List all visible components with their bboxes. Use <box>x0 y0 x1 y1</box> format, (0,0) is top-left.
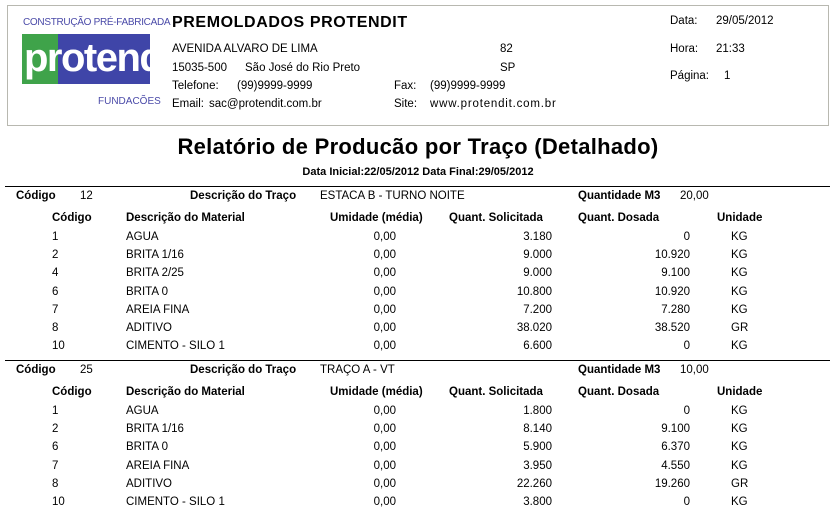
row-code: 4 <box>52 267 59 279</box>
company-zip: 15035-500 <box>172 62 227 74</box>
company-city: São José do Rio Preto <box>245 62 361 74</box>
row-solicitada: 8.140 <box>523 423 552 435</box>
logo-subtext: FUNDACÕES <box>98 96 161 107</box>
col-solicitada: Quant. Solicitada <box>449 386 543 398</box>
row-dosada: 0 <box>683 231 690 243</box>
row-solicitada: 3.180 <box>523 231 552 243</box>
row-solicitada: 9.000 <box>523 267 552 279</box>
row-material: AREIA FINA <box>126 304 190 316</box>
row-unidade: KG <box>731 423 748 435</box>
row-unidade: KG <box>731 340 748 352</box>
row-code: 10 <box>52 496 65 508</box>
row-umidade: 0,00 <box>373 267 396 279</box>
row-umidade: 0,00 <box>373 441 396 453</box>
company-state: SP <box>500 62 516 74</box>
group-code-label: Código <box>16 190 56 202</box>
row-dosada: 0 <box>683 340 690 352</box>
row-umidade: 0,00 <box>373 478 396 490</box>
col-umidade: Umidade (média) <box>330 212 423 224</box>
row-unidade: KG <box>731 304 748 316</box>
phone-label: Telefone: <box>172 80 219 92</box>
row-dosada: 10.920 <box>654 249 690 261</box>
row-code: 2 <box>52 423 59 435</box>
row-unidade: GR <box>731 478 749 490</box>
row-umidade: 0,00 <box>373 322 396 334</box>
row-umidade: 0,00 <box>373 496 396 508</box>
row-material: AREIA FINA <box>126 460 190 472</box>
row-dosada: 10.920 <box>654 286 690 298</box>
col-unidade: Unidade <box>717 212 763 224</box>
group-code: 25 <box>80 364 93 376</box>
row-dosada: 9.100 <box>661 267 690 279</box>
row-code: 2 <box>52 249 59 261</box>
col-material: Descrição do Material <box>126 386 245 398</box>
group-desc-label: Descrição do Traço <box>190 190 297 202</box>
row-dosada: 6.370 <box>661 441 690 453</box>
row-material: BRITA 1/16 <box>126 423 184 435</box>
row-umidade: 0,00 <box>373 231 396 243</box>
row-unidade: KG <box>731 496 748 508</box>
col-dosada: Quant. Dosada <box>578 212 660 224</box>
time-value: 21:33 <box>716 43 745 55</box>
group-desc-label: Descrição do Traço <box>190 364 297 376</box>
row-material: BRITA 1/16 <box>126 249 184 261</box>
row-code: 8 <box>52 478 59 490</box>
row-solicitada: 3.800 <box>523 496 552 508</box>
company-name: PREMOLDADOS PROTENDIT <box>172 14 408 31</box>
company-number: 82 <box>500 43 513 55</box>
row-material: AGUA <box>126 405 159 417</box>
fax-label: Fax: <box>394 80 417 92</box>
site-label: Site: <box>394 98 418 110</box>
row-umidade: 0,00 <box>373 286 396 298</box>
row-umidade: 0,00 <box>373 249 396 261</box>
company-street: AVENIDA ALVARO DE LIMA <box>172 43 318 55</box>
row-dosada: 0 <box>683 496 690 508</box>
col-codigo: Código <box>52 212 92 224</box>
col-codigo: Código <box>52 386 92 398</box>
page-label: Página: <box>670 70 710 82</box>
group-code-label: Código <box>16 364 56 376</box>
row-material: BRITA 0 <box>126 286 168 298</box>
row-unidade: KG <box>731 267 748 279</box>
row-code: 7 <box>52 460 59 472</box>
row-umidade: 0,00 <box>373 405 396 417</box>
company-logo <box>20 14 184 114</box>
row-unidade: KG <box>731 231 748 243</box>
row-umidade: 0,00 <box>373 423 396 435</box>
report-date-range: Data Inicial:22/05/2012 Data Final:29/05/2012 <box>302 166 534 178</box>
site-value: www.protendit.com.br <box>430 98 557 110</box>
row-solicitada: 3.950 <box>523 460 552 472</box>
row-unidade: KG <box>731 249 748 261</box>
row-code: 6 <box>52 286 59 298</box>
logo-band <box>22 34 184 84</box>
row-unidade: KG <box>731 405 748 417</box>
row-umidade: 0,00 <box>373 340 396 352</box>
row-dosada: 7.280 <box>661 304 690 316</box>
phone-value: (99)9999-9999 <box>237 80 313 92</box>
row-unidade: GR <box>731 322 749 334</box>
row-material: ADITIVO <box>126 478 173 490</box>
row-umidade: 0,00 <box>373 460 396 472</box>
row-material: AGUA <box>126 231 159 243</box>
row-material: BRITA 2/25 <box>126 267 184 279</box>
row-unidade: KG <box>731 460 748 472</box>
col-umidade: Umidade (média) <box>330 386 423 398</box>
row-dosada: 38.520 <box>654 322 690 334</box>
date-label: Data: <box>670 15 698 27</box>
col-dosada: Quant. Dosada <box>578 386 660 398</box>
row-solicitada: 1.800 <box>523 405 552 417</box>
row-dosada: 4.550 <box>661 460 690 472</box>
time-label: Hora: <box>670 43 699 55</box>
group-qty: 10,00 <box>680 364 709 376</box>
col-solicitada: Quant. Solicitada <box>449 212 543 224</box>
email-value: sac@protendit.com.br <box>209 98 322 110</box>
row-dosada: 9.100 <box>661 423 690 435</box>
group-qty-label: Quantidade M3 <box>578 364 661 376</box>
row-solicitada: 10.800 <box>516 286 552 298</box>
group-desc: ESTACA B - TURNO NOITE <box>320 190 465 202</box>
group-divider <box>5 360 830 361</box>
row-solicitada: 6.600 <box>523 340 552 352</box>
group-qty-label: Quantidade M3 <box>578 190 661 202</box>
row-unidade: KG <box>731 441 748 453</box>
row-solicitada: 9.000 <box>523 249 552 261</box>
col-unidade: Unidade <box>717 386 763 398</box>
logo-tagline: CONSTRUÇÃO PRÉ-FABRICADA <box>23 17 171 28</box>
row-umidade: 0,00 <box>373 304 396 316</box>
row-solicitada: 5.900 <box>523 441 552 453</box>
row-solicitada: 22.260 <box>516 478 552 490</box>
group-divider <box>5 186 830 187</box>
row-code: 8 <box>52 322 59 334</box>
report-title: Relatório de Producão por Traço (Detalhado) <box>177 134 659 159</box>
page-value: 1 <box>724 70 731 82</box>
row-code: 1 <box>52 405 59 417</box>
row-solicitada: 7.200 <box>523 304 552 316</box>
row-material: CIMENTO - SILO 1 <box>126 496 225 508</box>
group-code: 12 <box>80 190 93 202</box>
row-solicitada: 38.020 <box>516 322 552 334</box>
group-qty: 20,00 <box>680 190 709 202</box>
row-code: 1 <box>52 231 59 243</box>
logo-wordmark: protendit <box>24 36 184 80</box>
group-desc: TRAÇO A - VT <box>320 364 395 376</box>
date-value: 29/05/2012 <box>716 15 774 27</box>
email-label: Email: <box>172 98 204 110</box>
row-code: 10 <box>52 340 65 352</box>
row-material: ADITIVO <box>126 322 173 334</box>
fax-value: (99)9999-9999 <box>430 80 506 92</box>
row-material: BRITA 0 <box>126 441 168 453</box>
row-code: 7 <box>52 304 59 316</box>
col-material: Descrição do Material <box>126 212 245 224</box>
row-dosada: 0 <box>683 405 690 417</box>
row-material: CIMENTO - SILO 1 <box>126 340 225 352</box>
row-code: 6 <box>52 441 59 453</box>
row-dosada: 19.260 <box>654 478 690 490</box>
row-unidade: KG <box>731 286 748 298</box>
